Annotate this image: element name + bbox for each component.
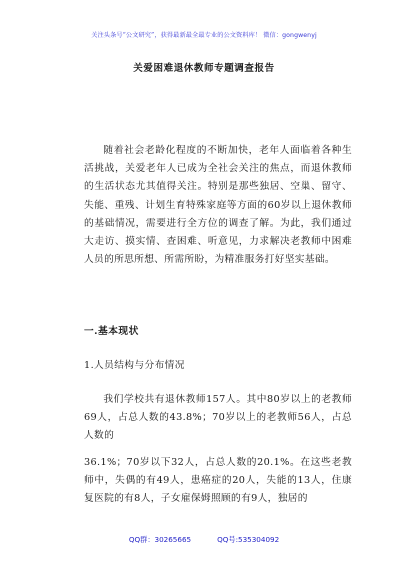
footer-qq-group: QQ群：30265665 — [128, 535, 192, 544]
footer-qq-number: QQ号:535304092 — [217, 535, 280, 544]
body-paragraph: 我们学校共有退休教师157人。其中80岁以上的老教师69人，占总人数的43.8%；70岁以上的老教师56人，占总人数的 — [84, 394, 352, 442]
wechat-handle: gongwenyj — [282, 32, 317, 39]
document-title: 关爱困难退休教师专题调查报告 — [133, 63, 275, 74]
section-heading: 一.基本现状 — [84, 326, 139, 337]
body-paragraph-continued: 36.1%；70岁以下32人，占总人数的20.1%。在这些老教师中，失偶的有49人，患癌症的20人，失能的13人，住康复医院的有8人，子女雇保姆照顾的有9人，独居的 — [84, 457, 352, 505]
header-banner — [0, 30, 408, 39]
subsection-heading: 1.人员结构与分布情况 — [84, 360, 185, 371]
header-banner-text: 关注头条号“公文研究”，获得最新最全最专业的公文资料库！ 微信： — [91, 32, 283, 39]
footer-contact — [0, 535, 408, 545]
intro-paragraph: 随着社会老龄化程度的不断加快，老年人面临着各种生活挑战，关爱老年人已成为全社会关注的焦点，而退休教师的生活状态尤其值得关注。特别是那些独居、空巢、留守、失能、重残、计划生育特殊家庭等方面的60岁以上退休教师的基础情况，需要进行全方位的调查了解。为此，我们通过大走访、摸实情、查困难、听意见，力求解决老教师中困难人员的所思所想、所需所盼，为精准服务打好坚实基础。 — [84, 145, 352, 266]
